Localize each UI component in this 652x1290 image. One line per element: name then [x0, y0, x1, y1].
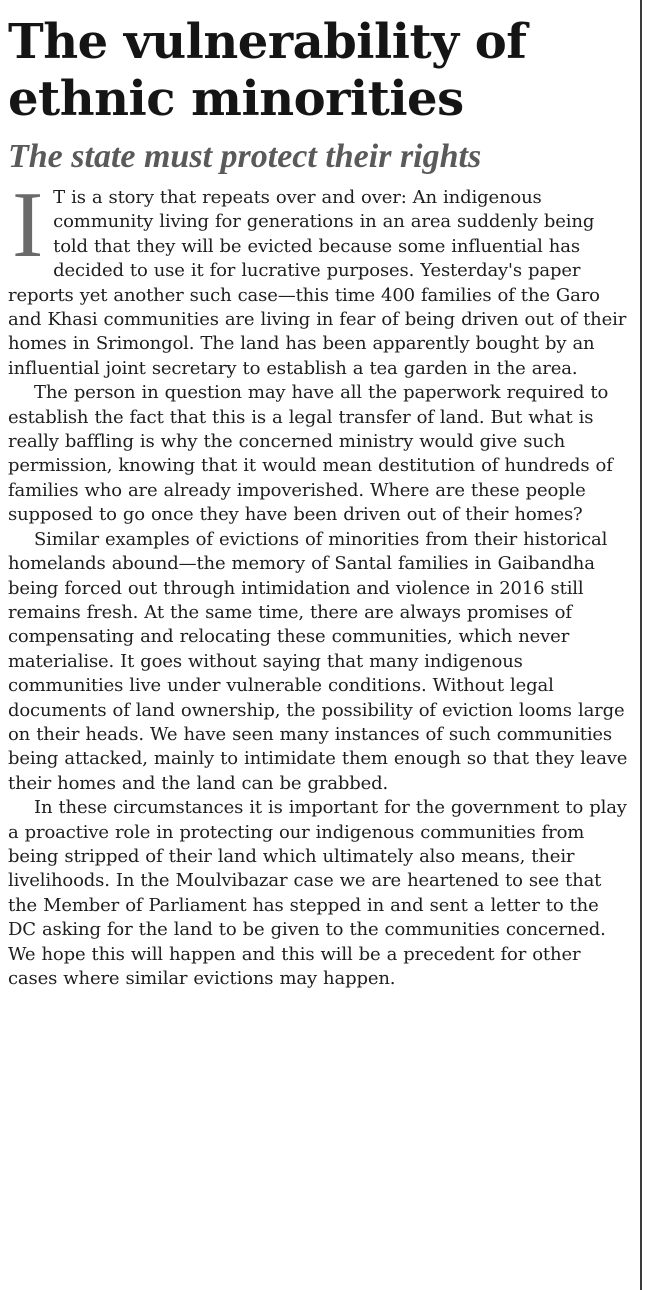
drop-cap: I	[12, 173, 44, 277]
column-rule	[640, 0, 642, 1290]
paragraph-3: Similar examples of evictions of minorities from their historical homelands abound—the memory of Santal families in Gaibandha being forced out through intimidation and violence in 2016 still remains fresh. At the same time, there are always promises of compensating and relocating these communities, which never materialise. It goes without saying that many indigenous communities live under vulnerable conditions. Without legal documents of land ownership, the possibility of eviction looms large on their heads. We have seen many instances of such communities being attacked, mainly to intimidate them enough so that they leave their homes and the land can be grabbed.	[8, 528, 628, 794]
article-body	[8, 173, 632, 991]
paragraph-2: The person in question may have all the paperwork required to establish the fact that this is a legal transfer of land. But what is really baffling is why the concerned ministry would give such permission, knowing that it would mean destitution of hundreds of families who are already impoverished. Where are these people supposed to go once they have been driven out of their homes?	[8, 382, 613, 526]
headline: The vulnerability of ethnic minorities	[8, 14, 527, 127]
subheadline: The state must protect their rights	[8, 138, 482, 175]
paragraph-1-text: T is a story that repeats over and over: An indigenous community living for generations in an area suddenly being told that they will be evicted because some influential has decided to use it for lucrative purposes. Yesterday's paper reports yet another such case—this time 400 families of the Garo and Khasi communities are living in fear of being driven out of their homes in Srimongol. The land has been apparently bought by an influential joint secretary to establish a tea garden in the area.	[8, 187, 627, 379]
paragraph-1	[8, 173, 632, 381]
editorial-article	[8, 14, 632, 991]
paragraph-4: In these circumstances it is important for the government to play a proactive role in protecting our indigenous communities from being stripped of their land which ultimately also means, their livelihoods. In the Moulvibazar case we are heartened to see that the Member of Parliament has stepped in and sent a letter to the DC asking for the land to be given to the communities concerned. We hope this will happen and this will be a precedent for other cases where similar evictions may happen.	[8, 797, 627, 989]
